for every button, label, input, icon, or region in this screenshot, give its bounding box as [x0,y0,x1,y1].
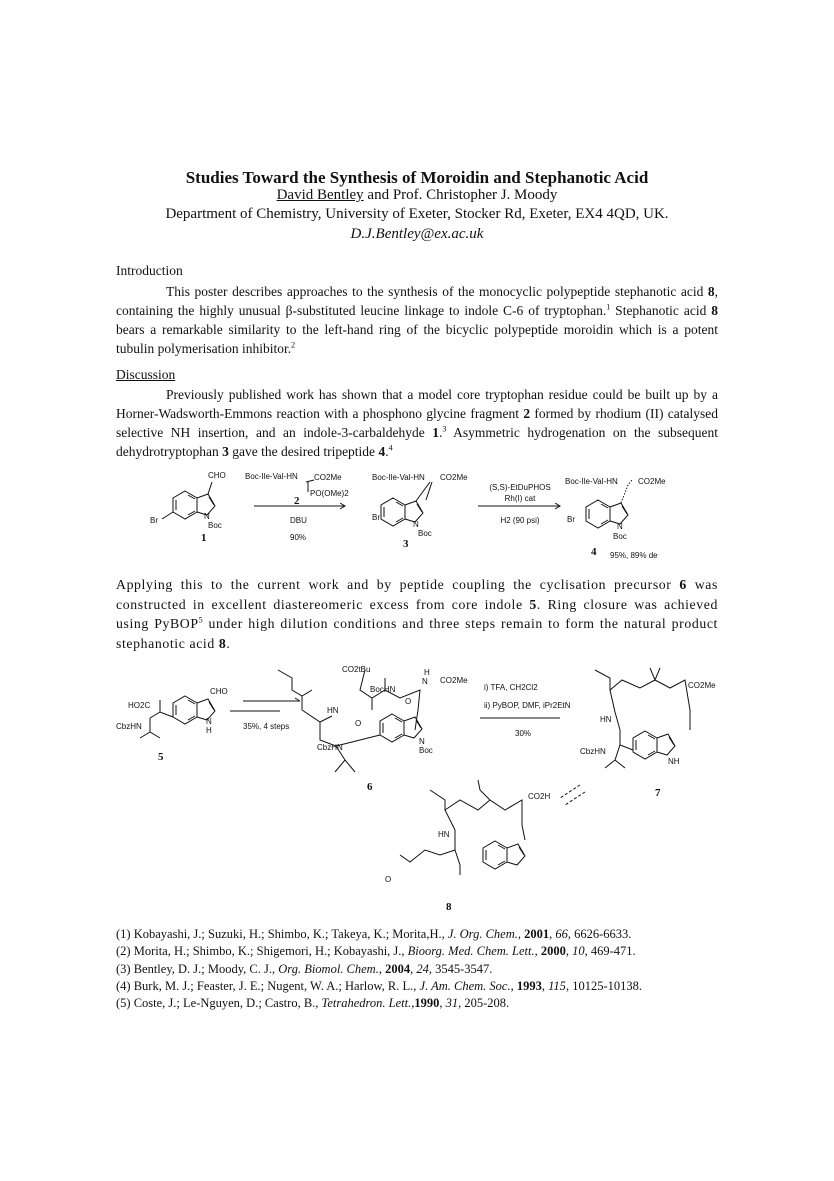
hn-label: HN [327,706,339,715]
reference-item: (3) Bentley, D. J.; Moody, C. J., Org. Biomol. Chem., 2004, 24, 3545-3547. [116,961,493,976]
compound-number: 7 [655,787,661,799]
compound-ref: 4 [378,444,386,459]
citation: 3 [442,424,447,434]
text-run: . [226,635,231,651]
compound-number: 8 [446,901,452,913]
hn-label: HN [600,715,612,724]
email[interactable]: D.J.Bentley@ex.ac.uk [350,226,484,242]
compound-5 [116,687,228,763]
n-label: N [204,512,210,521]
boc-label: Boc [418,529,432,538]
author-primary: David Bentley [276,187,364,203]
citation: 1 [606,302,611,312]
reaction-arrow-2 [478,483,560,525]
citation: 2 [291,340,296,350]
text-run: bears a remarkable similarity to the left-hand ring of the bicyclic polypeptide moroidin which is a potent tubulin polymerisation inhibitor. [116,322,718,356]
acid-label: CO2H [528,792,551,801]
compound-3 [372,473,468,550]
compound-ref: 1 [432,425,439,440]
step-yield: 35%, 4 steps [243,722,290,731]
reference-item: (2) Morita, H.; Shimbo, K.; Shigemori, H.; Kobayashi, J., Bioorg. Med. Chem. Lett., 2000, 10, 469-471. [116,944,636,959]
cbz-amine-label: CbzHN [317,743,343,752]
citation: 5 [198,615,204,625]
poster-title: Studies Toward the Synthesis of Moroidin and Stephanotic Acid [185,168,649,187]
ester-label: CO2Me [440,473,468,482]
reagent-compound-number: 2 [294,495,300,507]
o-label-2: O [355,719,362,728]
n-label: N [413,520,419,529]
step-yield: 30% [515,729,532,738]
amine-label: Boc-Ile-Val-HN [372,473,425,482]
reagent-1: i) TFA, CH2Cl2 [484,683,538,692]
ester-label: CO2tBu [342,665,371,674]
boc-label: Boc [419,746,433,755]
dashed-arrows [560,785,585,805]
n-label: N [206,717,212,726]
boc-label: Boc [613,532,627,541]
scheme-2 [0,650,834,920]
reference-item: (4) Burk, M. J.; Feaster, J. E.; Nugent, W. A.; Harlow, R. L., J. Am. Chem. Soc., 1993, 115, 10125-10138. [116,978,642,993]
yield-label: 95%, 89% de [610,551,658,560]
reagent-ester: CO2Me [314,473,342,482]
discussion-heading: Discussion [116,367,176,382]
nh-label: NH [668,757,680,766]
reagent-base: DBU [290,516,307,525]
br-label: Br [150,516,158,525]
reaction-arrow-1 [245,472,349,542]
reaction-arrow-4 [480,683,571,738]
h-label: H [424,668,430,677]
ligand-label: (S,S)-EtDuPHOS [489,483,551,492]
authors [0,187,834,204]
text-run: formed by rhodium (II) catalysed selective NH insertion, and an indole-3-carbaldehyde [116,406,718,440]
text-run: . [438,425,443,440]
compound-ref: 8 [707,284,715,299]
text-run: . Ring closure was achieved using PyBOP [116,596,718,631]
discussion-paragraph-2 [116,575,718,653]
reaction-yield: 90% [290,533,307,542]
boc-amine-label: BocHN [370,685,396,694]
n-label: N [617,522,623,531]
compound-number: 6 [367,781,373,793]
department: Department of Chemistry, University of Exeter, Stocker Rd, Exeter, EX4 4QD, UK. [165,206,669,222]
text-run: gave the desired tripeptide [228,444,379,459]
compound-number: 1 [201,532,207,544]
scheme-1 [0,460,834,570]
references [116,926,642,1012]
text-run: Asymmetric hydrogenation on the subsequent dehydrotryptophan [116,425,718,459]
reaction-arrow-3 [230,698,300,731]
boc-label: Boc [208,521,222,530]
compound-ref: 3 [222,444,229,459]
acid-label: HO2C [128,701,151,710]
h-label: H [206,726,212,735]
compound-4 [565,477,666,560]
compound-8 [385,780,550,913]
text-run: under high dilution conditions and three steps remain to form the natural product stephanotic acid [116,616,718,651]
methyl-ester-label: CO2Me [440,676,468,685]
ester-label: CO2Me [638,477,666,486]
text-run: , containing the highly unusual β-substituted leucine linkage to indole C-6 of tryptophan. [116,284,718,318]
o-label: O [405,697,412,706]
author-rest: and Prof. Christopher J. Moody [363,187,558,203]
cho-label: CHO [208,471,226,480]
introduction-heading: Introduction [116,263,183,278]
compound-ref: 8 [218,635,227,651]
text-run: Applying this to the current work and by peptide coupling the cyclisation precursor [116,577,680,592]
discussion-paragraph [116,385,718,461]
n-label: N [422,677,428,686]
n-label-2: N [419,737,425,746]
cbz-amine-label: CbzHN [580,747,606,756]
compound-ref: 8 [711,303,718,318]
reagent-phosphonate: PO(OMe)2 [310,489,349,498]
reagent-2: ii) PyBOP, DMF, iPr2EtN [484,701,571,710]
hydrogen-label: H2 (90 psi) [500,516,540,525]
hn-label: HN [438,830,450,839]
citation: 4 [388,443,393,453]
o-label: O [385,875,392,884]
br-label: Br [372,513,380,522]
compound-ref: 2 [523,406,531,421]
compound-ref: 5 [529,596,537,612]
compound-number: 4 [591,546,597,558]
reagent-amine: Boc-Ile-Val-HN [245,472,298,481]
text-run: This poster describes approaches to the synthesis of the monocyclic polypeptide stephanotic acid [166,284,708,299]
br-label: Br [567,515,575,524]
text-run: . [385,444,389,459]
compound-ref: 6 [679,577,687,592]
text-run: Previously published work has shown that a model core tryptophan residue could be built up by a Horner-Wadsworth-Emmons reaction with a phosphono glycine fragment [116,387,718,421]
compound-7 [580,668,716,799]
reference-item: (5) Coste, J.; Le-Nguyen, D.; Castro, B., Tetrahedron. Lett.,1990, 31, 205-208. [116,996,510,1011]
cho-label: CHO [210,687,228,696]
text-run: was constructed in excellent diastereomeric excess from core indole [116,577,718,612]
compound-number: 5 [158,751,164,763]
amine-label: Boc-Ile-Val-HN [565,477,618,486]
reference-item: (1) Kobayashi, J.; Suzuki, H.; Shimbo, K.; Takeya, K.; Morita,H., J. Org. Chem., 2001, 66, 6626-6633. [116,927,632,941]
ester-label: CO2Me [688,681,716,690]
amine-label: CbzHN [116,722,142,731]
catalyst-label: Rh(I) cat [504,494,536,503]
text-run: Stephanotic acid [610,303,712,318]
compound-6 [278,665,468,793]
introduction-paragraph [116,282,718,358]
compound-1 [150,471,226,544]
compound-number: 3 [403,538,409,550]
